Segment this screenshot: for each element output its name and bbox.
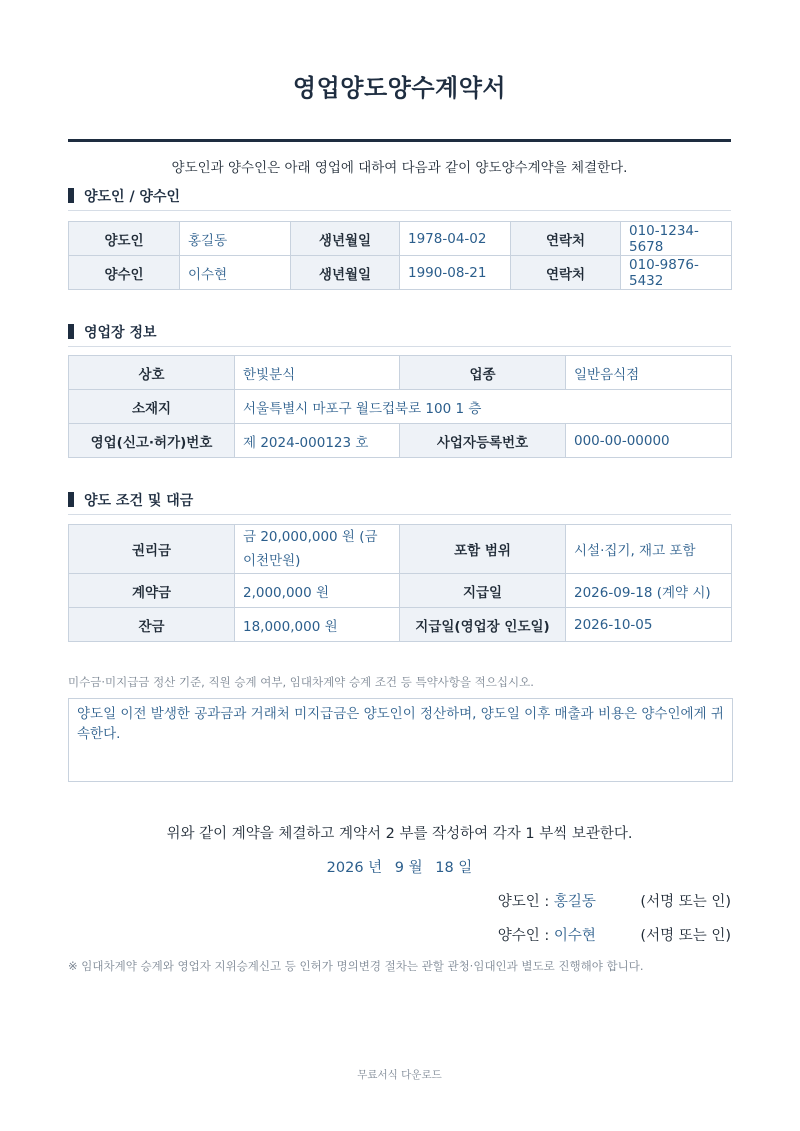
industry-label: 업종 <box>400 356 566 390</box>
section-title-parties: 양도인 / 양수인 <box>68 186 731 211</box>
footnote: ※ 임대차계약 승계와 영업자 지위승계신고 등 인허가 명의변경 절차는 관할 관청·임대인과 별도로 진행해야 합니다. <box>68 959 644 973</box>
balance-value: 18,000,000 원 <box>235 608 400 642</box>
page-title: 영업양도양수계약서 <box>292 74 507 102</box>
deposit-date-label: 지급일 <box>400 574 566 608</box>
assignor-dob: 1978-04-02 <box>400 222 511 256</box>
date-month: 9 월 <box>394 860 423 876</box>
date-day: 18 일 <box>435 860 473 876</box>
table-row <box>69 424 732 458</box>
address-label: 소재지 <box>69 390 235 424</box>
bizreg-label: 사업자등록번호 <box>400 424 566 458</box>
deposit-date-value: 2026-09-18 (계약 시) <box>566 574 732 608</box>
title-divider <box>68 139 731 142</box>
address-value: 서울특별시 마포구 월드컵북로 100 1 층 <box>235 390 732 424</box>
table-row <box>69 525 732 574</box>
section-title-business: 영업장 정보 <box>68 322 731 347</box>
assignee-label: 양수인 <box>69 256 180 290</box>
signature-name: 홍길동 <box>553 894 596 910</box>
scope-value: 시설·집기, 재고 포함 <box>566 525 732 574</box>
signature-slot[interactable]: (서명 또는 인) <box>640 928 731 944</box>
contact-label: 연락처 <box>511 256 621 290</box>
section-marker <box>68 492 74 507</box>
contract-date <box>68 856 731 877</box>
assignee-contact: 010-9876-5432 <box>621 256 732 290</box>
intro-text: 양도인과 양수인은 아래 영업에 대하여 다음과 같이 양도양수계약을 체결한다. <box>171 160 628 176</box>
signature-assignor <box>68 890 731 911</box>
balance-date-value: 2026-10-05 <box>566 608 732 642</box>
special-terms-label: 미수금·미지급금 정산 기준, 직원 승계 여부, 임대차계약 승계 조건 등 특약사항을 적으십시오. <box>68 675 534 689</box>
assignor-name: 홍길동 <box>180 222 291 256</box>
signature-name: 이수현 <box>553 928 596 944</box>
contract-page <box>68 0 731 1081</box>
deposit-value: 2,000,000 원 <box>235 574 400 608</box>
table-row <box>69 256 732 290</box>
trade-name-value: 한빛분식 <box>235 356 400 390</box>
industry-value: 일반음식점 <box>566 356 732 390</box>
table-row <box>69 390 732 424</box>
assignee-dob: 1990-08-21 <box>400 256 511 290</box>
table-row <box>69 356 732 390</box>
assignor-label: 양도인 <box>69 222 180 256</box>
section-marker <box>68 188 74 203</box>
premium-value: 금 20,000,000 원 (금 이천만원) <box>235 525 400 574</box>
business-table <box>68 355 732 458</box>
balance-label: 잔금 <box>69 608 235 642</box>
balance-date-label: 지급일(영업장 인도일) <box>400 608 566 642</box>
deposit-label: 계약금 <box>69 574 235 608</box>
dob-label: 생년월일 <box>291 256 400 290</box>
parties-table <box>68 221 732 290</box>
terms-table <box>68 524 732 642</box>
license-value: 제 2024-000123 호 <box>235 424 400 458</box>
section-title-terms: 양도 조건 및 대금 <box>68 490 731 515</box>
dob-label: 생년월일 <box>291 222 400 256</box>
trade-name-label: 상호 <box>69 356 235 390</box>
premium-label: 권리금 <box>69 525 235 574</box>
special-terms-box[interactable]: 양도일 이전 발생한 공과금과 거래처 미지급금은 양도인이 정산하며, 양도일 이후 매출과 비용은 양수인에게 귀속한다. <box>68 698 733 782</box>
signature-slot[interactable]: (서명 또는 인) <box>640 894 731 910</box>
closing-text: 위와 같이 계약을 체결하고 계약서 2 부를 작성하여 각자 1 부씩 보관한다. <box>166 826 633 842</box>
assignor-contact: 010-1234-5678 <box>621 222 732 256</box>
signature-assignee <box>68 924 731 945</box>
bizreg-value: 000-00-00000 <box>566 424 732 458</box>
section-marker <box>68 324 74 339</box>
contact-label: 연락처 <box>511 222 621 256</box>
signature-role: 양수인 : <box>497 928 550 944</box>
table-row <box>69 574 732 608</box>
license-label: 영업(신고·허가)번호 <box>69 424 235 458</box>
table-row <box>69 608 732 642</box>
scope-label: 포함 범위 <box>400 525 566 574</box>
table-row <box>69 222 732 256</box>
signature-role: 양도인 : <box>497 894 550 910</box>
date-year: 2026 년 <box>326 860 383 876</box>
footer-text: 무료서식 다운로드 <box>357 1069 442 1081</box>
assignee-name: 이수현 <box>180 256 291 290</box>
